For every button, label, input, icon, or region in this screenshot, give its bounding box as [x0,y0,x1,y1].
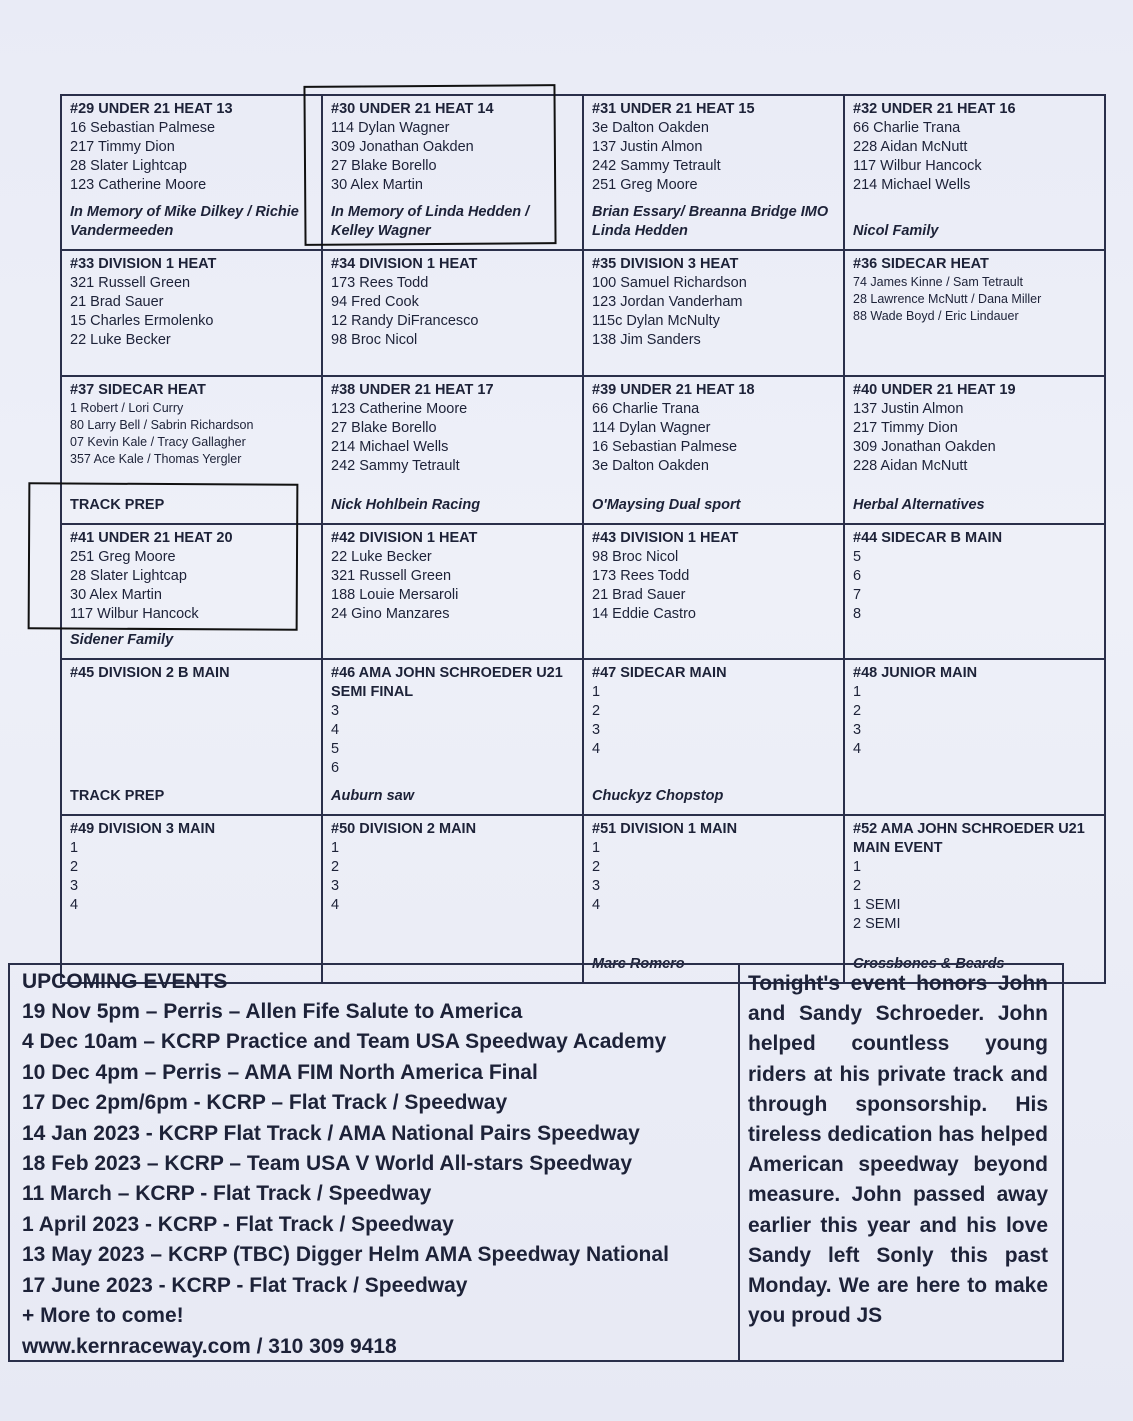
event-item: 17 Dec 2pm/6pm - KCRP – Flat Track / Speedway [22,1091,508,1115]
rider-entry: 123 Jordan Vanderham [592,294,743,310]
race-title: #37 SIDECAR HEAT [70,382,206,398]
rider-entry: 100 Samuel Richardson [592,275,747,291]
race-title: #31 UNDER 21 HEAT 15 [592,101,755,117]
race-cell [61,815,322,983]
grid-row [61,95,1105,250]
rider-entry: 2 [853,878,862,894]
race-title: #49 DIVISION 3 MAIN [70,821,216,837]
rider-entry: 137 Justin Almon [592,139,703,155]
rider-entry: 3 [592,722,601,738]
rider-entry: 2 SEMI [853,916,901,932]
race-title: #38 UNDER 21 HEAT 17 [331,382,494,398]
grid-row [61,815,1105,983]
rider-entry: 94 Fred Cook [331,294,419,310]
race-cell [844,524,1105,659]
sponsor-label: In Memory of Mike Dilkey / Richie Vandermeeden [70,204,299,239]
rider-entry: 2 [592,859,601,875]
rider-entry: 4 [592,897,601,913]
rider-entry: 6 [331,760,340,776]
race-title: #43 DIVISION 1 HEAT [592,530,739,546]
rider-entry: 30 Alex Martin [70,587,162,603]
sponsor-label: Brian Essary/ Breanna Bridge IMO Linda Hedden [592,204,829,239]
race-title: #39 UNDER 21 HEAT 18 [592,382,755,398]
rider-entry: 27 Blake Borello [331,158,437,174]
rider-entry: 3e Dalton Oakden [592,458,709,474]
rider-entry: 80 Larry Bell / Sabrin Richardson [70,418,254,432]
race-title: #35 DIVISION 3 HEAT [592,256,739,272]
race-cell [844,376,1105,524]
rider-entry: 12 Randy DiFrancesco [331,313,479,329]
rider-entry: 22 Luke Becker [70,332,171,348]
race-cell [322,659,583,815]
rider-entry: 1 [70,840,79,856]
rider-entry: 214 Michael Wells [853,177,971,193]
grid-row [61,250,1105,376]
race-cell [61,376,322,524]
rider-entry: 309 Jonathan Oakden [853,439,996,455]
grid-row [61,376,1105,524]
race-title: #30 UNDER 21 HEAT 14 [331,101,494,117]
rider-entry: 28 Lawrence McNutt / Dana Miller [853,292,1042,306]
rider-entry: 251 Greg Moore [70,549,176,565]
sponsor-label: Auburn saw [331,788,414,804]
race-title: #41 UNDER 21 HEAT 20 [70,530,233,546]
sponsor-label: Nicol Family [853,223,939,239]
race-cell [844,815,1105,983]
rider-entry: 6 [853,568,862,584]
sponsor-label: In Memory of Linda Hedden / Kelley Wagner [331,204,530,239]
rider-entry: 3e Dalton Oakden [592,120,709,136]
race-cell [322,815,583,983]
rider-entry: 4 [331,897,340,913]
rider-entry: 24 Gino Manzares [331,606,450,622]
race-title: #42 DIVISION 1 HEAT [331,530,478,546]
sponsor-label: Sidener Family [70,632,174,648]
event-item: 18 Feb 2023 – KCRP – Team USA V World All-stars Speedway [22,1152,633,1176]
rider-entry: 242 Sammy Tetrault [592,158,721,174]
rider-entry: 07 Kevin Kale / Tracy Gallagher [70,435,246,449]
rider-entry: 1 SEMI [853,897,901,913]
race-cell [583,95,844,250]
race-title: #40 UNDER 21 HEAT 19 [853,382,1016,398]
race-title: #52 AMA JOHN SCHROEDER U21 MAIN EVENT [853,821,1085,856]
race-title: #29 UNDER 21 HEAT 13 [70,101,233,117]
rider-entry: 1 [592,840,601,856]
race-cell [322,250,583,376]
rider-entry: 123 Catherine Moore [331,401,468,417]
rider-entry: 251 Greg Moore [592,177,698,193]
race-title: #32 UNDER 21 HEAT 16 [853,101,1016,117]
rider-entry: 1 [853,859,862,875]
event-item: 14 Jan 2023 - KCRP Flat Track / AMA National Pairs Speedway [22,1121,640,1145]
race-cell [61,95,322,250]
event-item: 19 Nov 5pm – Perris – Allen Fife Salute to America [22,1000,523,1023]
race-cell [322,95,583,250]
race-cell [61,659,322,815]
rider-entry: 3 [331,878,340,894]
race-title: #45 DIVISION 2 B MAIN [70,665,230,681]
event-item: 1 April 2023 - KCRP - Flat Track / Speedway [22,1212,454,1236]
rider-entry: 1 [331,840,340,856]
rider-entry: 8 [853,606,862,622]
bottom-section [8,963,1064,1362]
rider-entry: 28 Slater Lightcap [70,158,187,174]
rider-entry: 14 Eddie Castro [592,606,696,622]
race-cell [322,524,583,659]
race-title: #34 DIVISION 1 HEAT [331,256,478,272]
race-title: #36 SIDECAR HEAT [853,256,989,272]
rider-entry: 3 [331,703,340,719]
rider-entry: 117 Wilbur Hancock [853,158,982,174]
rider-entry: 3 [70,878,79,894]
rider-entry: 214 Michael Wells [331,439,449,455]
rider-entry: 98 Broc Nicol [331,332,418,348]
rider-entry: 88 Wade Boyd / Eric Lindauer [853,309,1019,323]
track-prep-label: TRACK PREP [70,788,165,804]
rider-entry: 357 Ace Kale / Thomas Yergler [70,452,242,466]
rider-entry: 217 Timmy Dion [853,420,958,436]
upcoming-events-title: UPCOMING EVENTS [22,970,228,993]
rider-entry: 4 [592,741,601,757]
rider-entry: 74 James Kinne / Sam Tetrault [853,275,1023,289]
race-cell [844,659,1105,815]
grid-row [61,659,1105,815]
rider-entry: 66 Charlie Trana [853,120,961,136]
rider-entry: 2 [853,703,862,719]
rider-entry: 321 Russell Green [70,275,191,291]
rider-entry: 123 Catherine Moore [70,177,207,193]
rider-entry: 114 Dylan Wagner [331,120,450,136]
race-title: #51 DIVISION 1 MAIN [592,821,738,837]
rider-entry: 138 Jim Sanders [592,332,701,348]
rider-entry: 27 Blake Borello [331,420,437,436]
rider-entry: 98 Broc Nicol [592,549,679,565]
race-cell [844,250,1105,376]
rider-entry: 242 Sammy Tetrault [331,458,460,474]
rider-entry: 30 Alex Martin [331,177,423,193]
rider-entry: 114 Dylan Wagner [592,420,711,436]
event-item: 13 May 2023 – KCRP (TBC) Digger Helm AMA Speedway National [22,1243,669,1267]
rider-entry: 173 Rees Todd [331,275,429,291]
rider-entry: 22 Luke Becker [331,549,432,565]
race-title: #47 SIDECAR MAIN [592,665,727,681]
race-title: #48 JUNIOR MAIN [853,665,978,681]
event-item: 17 June 2023 - KCRP - Flat Track / Speedway [22,1273,468,1297]
race-cell [61,524,322,659]
rider-entry: 5 [853,549,862,565]
rider-entry: 16 Sebastian Palmese [592,439,738,455]
rider-entry: 2 [331,859,340,875]
race-title: #50 DIVISION 2 MAIN [331,821,477,837]
sponsor-label: Marc Romero [592,956,685,972]
track-prep-label: TRACK PREP [70,497,165,513]
rider-entry: 21 Brad Sauer [70,294,164,310]
race-cell [844,95,1105,250]
rider-entry: 15 Charles Ermolenko [70,313,214,329]
rider-entry: 309 Jonathan Oakden [331,139,474,155]
rider-entry: 3 [592,878,601,894]
race-cell [583,524,844,659]
rider-entry: 16 Sebastian Palmese [70,120,216,136]
race-cell [583,250,844,376]
rider-entry: 4 [70,897,79,913]
race-schedule-grid [60,94,1106,984]
race-title: #44 SIDECAR B MAIN [853,530,1003,546]
rider-entry: 7 [853,587,862,603]
race-cell [583,376,844,524]
website-phone: www.kernraceway.com / 310 309 9418 [22,1335,397,1359]
race-title: #46 AMA JOHN SCHROEDER U21 SEMI FINAL [331,665,563,700]
grid-row [61,524,1105,659]
race-cell [322,376,583,524]
rider-entry: 1 [853,684,862,700]
event-item: 10 Dec 4pm – Perris – AMA FIM North America Final [22,1060,538,1084]
rider-entry: 117 Wilbur Hancock [70,606,199,622]
sponsor-label: Chuckyz Chopstop [592,788,724,804]
race-cell [583,659,844,815]
rider-entry: 137 Justin Almon [853,401,964,417]
rider-entry: 228 Aidan McNutt [853,458,968,474]
upcoming-events-list [22,997,728,1331]
rider-entry: 217 Timmy Dion [70,139,175,155]
rider-entry: 2 [70,859,79,875]
rider-entry: 21 Brad Sauer [592,587,686,603]
rider-entry: 66 Charlie Trana [592,401,700,417]
sponsor-label: O'Maysing Dual sport [592,497,741,513]
event-item: 4 Dec 10am – KCRP Practice and Team USA Speedway Academy [22,1030,667,1054]
race-cell [61,250,322,376]
tribute-text: Tonight's event honors John and Sandy Schroeder. John helped countless young riders at his private track and through sponsorship. His tireless dedication has helped American speedway beyond measure. John passed away earlier this year and his love Sandy left Sonly this past Monday. We are here to make you proud JS [748,972,1048,1328]
rider-entry: 4 [853,741,862,757]
rider-entry: 115c Dylan McNulty [592,313,720,329]
rider-entry: 321 Russell Green [331,568,452,584]
rider-entry: 188 Louie Mersaroli [331,587,459,603]
event-item: 11 March – KCRP - Flat Track / Speedway [22,1182,432,1206]
sponsor-label: Nick Hohlbein Racing [331,497,481,513]
rider-entry: 1 [592,684,601,700]
rider-entry: 1 Robert / Lori Curry [70,401,184,415]
upcoming-events-panel [10,965,740,1360]
race-cell [583,815,844,983]
sponsor-label: Crossbones & Beards [853,956,1005,972]
sponsor-label: Herbal Alternatives [853,497,985,513]
rider-entry: 173 Rees Todd [592,568,690,584]
rider-entry: 2 [592,703,601,719]
rider-entry: 28 Slater Lightcap [70,568,187,584]
rider-entry: 3 [853,722,862,738]
rider-entry: 228 Aidan McNutt [853,139,968,155]
rider-entry: 4 [331,722,340,738]
event-item: + More to come! [22,1304,184,1328]
race-title: #33 DIVISION 1 HEAT [70,256,217,272]
rider-entry: 5 [331,741,340,757]
